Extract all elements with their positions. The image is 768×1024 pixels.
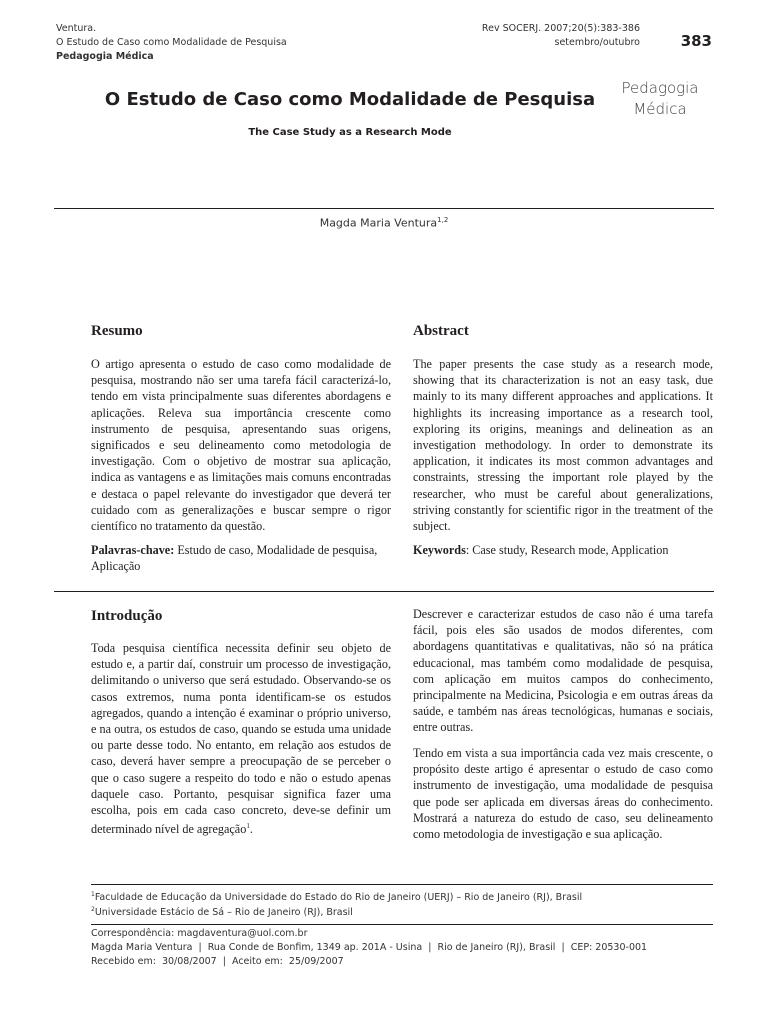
header-section: Pedagogia Médica: [56, 51, 154, 62]
reference-mark: 1: [246, 822, 250, 831]
running-header-right: [480, 22, 640, 50]
page-number: 383: [680, 32, 712, 50]
header-author: Ventura.: [56, 23, 97, 34]
section-tag-line2: Médica: [633, 100, 687, 118]
abstract-keywords-values: : Case study, Research mode, Application: [465, 543, 669, 557]
section-tag: [620, 78, 700, 120]
resumo-keywords-values: Estudo de caso, Modalidade de pesquisa, Aplicação: [91, 543, 378, 574]
author-line: [54, 216, 714, 230]
footnote-divider: [91, 884, 713, 885]
abstract-text: The paper presents the case study as a research mode, showing that its characterization is not an easy task, due mainly to its many different approaches and applications. It highlights its increasing importance as a research tool, exploring its origins, meanings and delineation as an investigation methodology. In order to demonstrate its application, it indicates its most common advantages and constraints, stressing the important role played by the researcher, who must be careful about generalizations, striving constantly for scientific rigor in the treatment of the subject.: [413, 357, 713, 534]
resumo-heading: Resumo: [91, 323, 143, 339]
title-divider: [54, 208, 714, 209]
footnote-2: [91, 903, 353, 920]
introducao-paragraph-3: Tendo em vista a sua importância cada vez mais crescente, o propósito deste artigo é apresentar o estudo de caso como instrumento de investigação, uma modalidade de pesquisa que pode ser aplicada em diversas áreas do conhecimento. Mostrará a natureza do estudo de caso, seu delineamento como metodologia de investigação e sua aplicação.: [413, 746, 713, 842]
abstract-keywords-label: Keywords: [413, 543, 466, 557]
article-subtitle: The Case Study as a Research Mode: [248, 127, 452, 138]
correspondence-email: Correspondência: magdaventura@uol.com.br: [91, 928, 308, 939]
resumo-keywords: [91, 542, 391, 574]
footnote-2-text: Universidade Estácio de Sá – Rio de Janeiro (RJ), Brasil: [94, 907, 353, 919]
introducao-paragraph-2: Descrever e caracterizar estudos de caso não é uma tarefa fácil, pois eles são usados de modos diferentes, com abordagens quantitativas e qualitativas, não só na prática educacional, mas também como modalidade de pesquisa, com aplicação em muitos campos do conhecimento, principalmente na Medicina, Psicologia e em outras áreas da saúde, e também nas áreas tecnológicas, humanas e sociais, entre outras.: [413, 607, 713, 735]
footnote-2-mark: 2: [91, 906, 95, 913]
footnote-1-mark: 1: [91, 891, 95, 898]
author-affiliation-marks: 1,2: [437, 216, 449, 224]
correspondence-address: Magda Maria Ventura | Rua Conde de Bonfim, 1349 ap. 201A - Usina | Rio de Janeiro (RJ), Brasil | CEP: 20530-001: [91, 942, 648, 953]
footnote-1-text: Faculdade de Educação da Universidade do Estado do Rio de Janeiro (UERJ) – Rio de Janeiro (RJ), Brasil: [94, 892, 583, 904]
resumo-keywords-label: Palavras-chave:: [91, 543, 175, 557]
section-tag-line1: Pedagogia: [621, 79, 699, 97]
introducao-paragraph-1-text: Toda pesquisa científica necessita definir seu objeto de estudo e, a partir daí, construir um processo de investigação, delimitando o universo que será estudado. Observando-se os casos extremos, numa ponta identificam-se os estudos agregados, quando a intenção é examinar o próprio universo, e na outra, os estudos de caso, quando se estuda uma unidade ou parte desse todo. No entanto, em relação aos estudos de caso, deverá haver sempre a preocupação de se perceber o que o caso sugere a respeito do todo e não o estudo apenas daquele caso. Portanto, pesquisar significa fazer uma escolha, pois em cada caso concreto, deve-se definir um determinado nível de agregação: [91, 641, 391, 837]
resumo-text: O artigo apresenta o estudo de caso como modalidade de pesquisa, mostrando não ser uma tarefa fácil caracterizá-lo, tendo em vista principalmente suas diferentes abordagens e aplicações. Releva sua importância crescente como instrumento de pesquisa, apresentando suas origens, significados e seu delineamento como metodologia de investigação. Com o objetivo de mostrar sua aplicação, indica as vantagens e as limitações mais comuns encontradas e destaca o papel relevante do investigador que deverá ter cuidado com as generalizações e buscar sempre o rigor científico no tratamento da questão.: [91, 357, 391, 534]
abstract-heading: Abstract: [413, 323, 469, 339]
header-article-title: O Estudo de Caso como Modalidade de Pesquisa: [56, 37, 287, 48]
correspondence-divider: [91, 924, 713, 925]
running-header-left: [56, 22, 287, 64]
introducao-heading: Introdução: [91, 608, 163, 624]
introducao-paragraph-1-end: .: [249, 822, 253, 837]
introducao-paragraph-1: [91, 640, 391, 838]
received-accepted-dates: Recebido em: 30/08/2007 | Aceito em: 25/09/2007: [91, 956, 344, 967]
author-name: Magda Maria Ventura: [319, 216, 438, 230]
header-issue-months: setembro/outubro: [554, 37, 640, 48]
abstract-divider: [54, 591, 714, 592]
abstract-keywords: [413, 542, 713, 558]
header-journal-citation: Rev SOCERJ. 2007;20(5):383-386: [481, 23, 640, 34]
article-title: O Estudo de Caso como Modalidade de Pesquisa: [104, 89, 596, 110]
